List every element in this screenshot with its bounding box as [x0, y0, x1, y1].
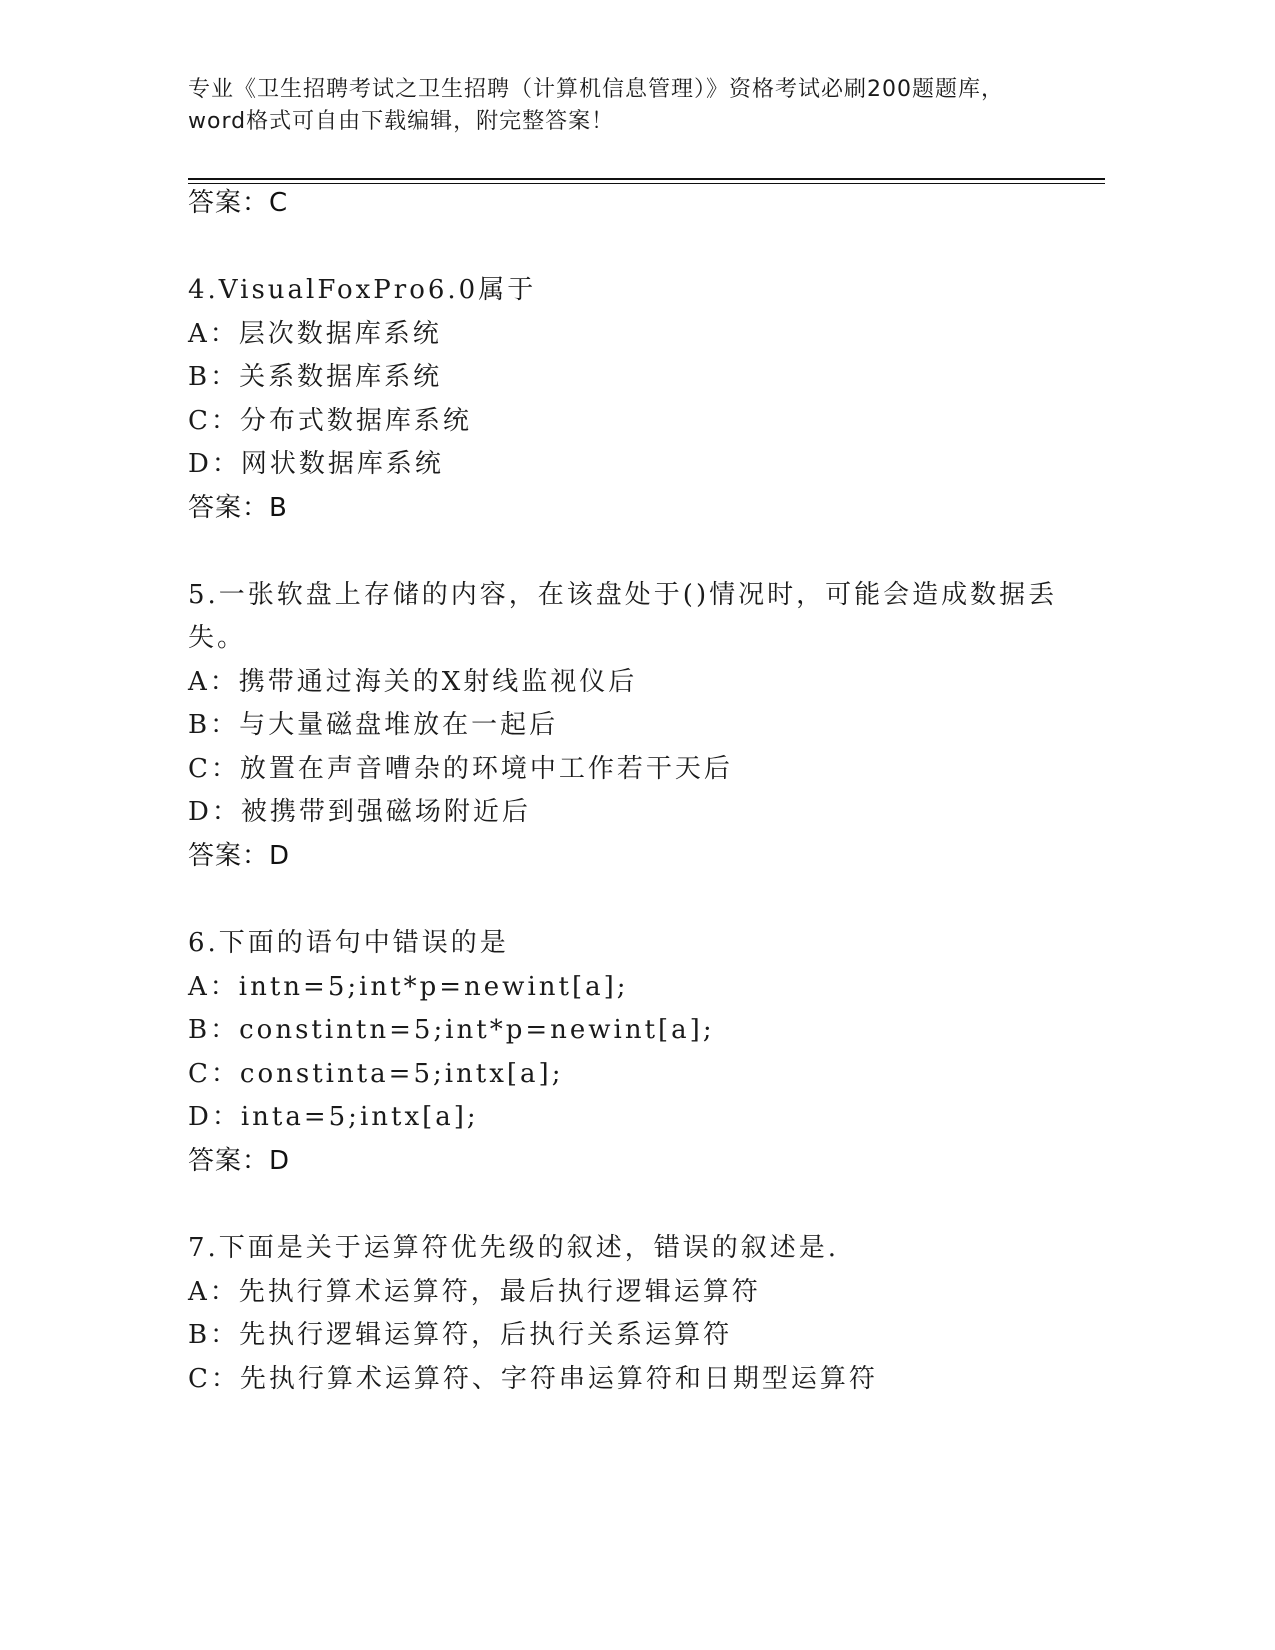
q4-question: 4.VisualFoxPro6.0属于 — [188, 275, 537, 305]
q6-question: 6.下面的语句中错误的是 — [188, 928, 509, 958]
q7-option-a: A：先执行算术运算符，最后执行逻辑运算符 — [188, 1277, 761, 1307]
q6-option-a: A：intn=5;int*p=newint[a]; — [188, 972, 629, 1002]
q3-answer: 答案：C — [188, 188, 289, 218]
q7-question: 7.下面是关于运算符优先级的叙述，错误的叙述是. — [188, 1233, 840, 1263]
q4-option-b: B：关系数据库系统 — [188, 362, 443, 392]
q4-option-c: C：分布式数据库系统 — [188, 406, 472, 436]
q5-answer: 答案：D — [188, 841, 291, 871]
q6-answer: 答案：D — [188, 1146, 291, 1176]
q7-option-b: B：先执行逻辑运算符，后执行关系运算符 — [188, 1320, 733, 1350]
q5-question-line-1: 5.一张软盘上存储的内容，在该盘处于()情况时，可能会造成数据丢 — [188, 580, 1058, 610]
q5-option-b: B：与大量磁盘堆放在一起后 — [188, 710, 559, 740]
q5-option-c: C：放置在声音嘈杂的环境中工作若干天后 — [188, 754, 733, 784]
header-line-2: word格式可自由下载编辑，附完整答案！ — [188, 109, 615, 134]
header-divider-thick — [188, 178, 1105, 180]
header-line-1: 专业《卫生招聘考试之卫生招聘（计算机信息管理）》资格考试必刷200题题库， — [188, 77, 1004, 102]
header-divider-thin — [188, 183, 1105, 184]
q6-option-b: B：constintn=5;int*p=newint[a]; — [188, 1015, 715, 1045]
q4-option-a: A：层次数据库系统 — [188, 319, 442, 349]
document-header — [188, 74, 1088, 138]
q5-option-d: D：被携带到强磁场附近后 — [188, 797, 531, 827]
q5-question-line-2: 失。 — [188, 623, 247, 653]
q6-option-c: C：constinta=5;intx[a]; — [188, 1059, 564, 1089]
q4-option-d: D：网状数据库系统 — [188, 449, 444, 479]
q5-option-a: A：携带通过海关的X射线监视仪后 — [188, 667, 638, 697]
q7-option-c: C：先执行算术运算符、字符串运算符和日期型运算符 — [188, 1364, 878, 1394]
q4-answer: 答案：B — [188, 493, 288, 523]
q6-option-d: D：inta=5;intx[a]; — [188, 1102, 479, 1132]
